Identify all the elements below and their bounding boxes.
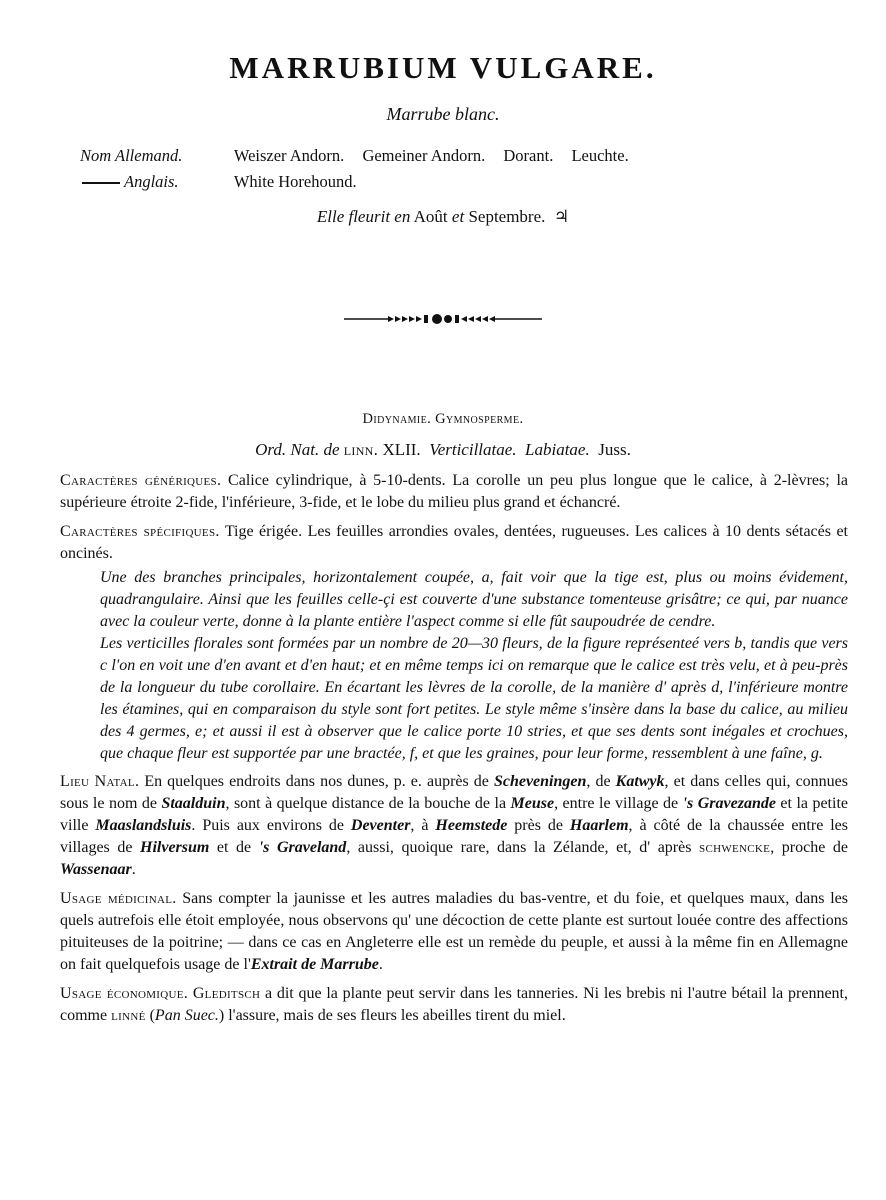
text-segment: près de bbox=[507, 817, 570, 834]
author-name: schwencke bbox=[699, 839, 771, 856]
specific-characters bbox=[60, 521, 848, 565]
text-segment: , à côté de la chaussée entre les villages de bbox=[60, 817, 849, 856]
german-names-row bbox=[80, 146, 643, 172]
german-name: Dorant. bbox=[503, 146, 554, 165]
perennial-symbol-icon: ♃ bbox=[553, 207, 570, 226]
text-segment: et la petite ville bbox=[60, 795, 848, 834]
text-segment: et de bbox=[209, 839, 259, 856]
section-text: Sans compter la jaunisse et les autres maladies du bas-ventre, et du foie, et quelques maux, dans les quels autrefois elle étoit employée, nous observons qu' une décoction de cette plante est surtout louée contre des affections pituiteuses de la poitrine; — dans ce cas en Angleterre elle est un remède du peuple, et aussi à la même fin en Allemagne on fait quelquefois usage de l' bbox=[60, 890, 848, 973]
text-segment: , de bbox=[586, 773, 616, 790]
english-label: Anglais. bbox=[124, 172, 179, 191]
place-name: Heemstede bbox=[435, 817, 508, 834]
section-text bbox=[60, 773, 848, 878]
german-label: Nom Allemand. bbox=[80, 146, 183, 165]
place-name: Hilversum bbox=[140, 839, 210, 856]
juss-abbrev: Juss. bbox=[598, 440, 631, 459]
section-end: . bbox=[378, 956, 383, 973]
author-name: Gleditsch bbox=[192, 985, 261, 1002]
flowering-month: Août bbox=[413, 207, 448, 226]
section-text: a dit que la plante peut servir dans les tanneries. Ni les brebis ni l'autre bétail la prennent, comme bbox=[60, 985, 848, 1024]
text-segment: . bbox=[131, 861, 136, 878]
place-name: Wassenaar bbox=[60, 861, 132, 878]
section-text: Tige érigée. Les feuilles arrondies ovales, dentées, rugueuses. Les calices à 10 dents sétacés et oncinés. bbox=[60, 523, 848, 562]
text-segment: , proche de bbox=[770, 839, 848, 856]
german-name: Weiszer Andorn. bbox=[233, 146, 345, 165]
page-title: MARRUBIUM VULGARE. bbox=[229, 50, 657, 85]
english-name: White Horehound. bbox=[233, 172, 357, 191]
place-name: Staalduin bbox=[161, 795, 226, 812]
economic-use: Usage économique. Gleditsch a dit que la plante peut servir dans les tanneries. Ni les brebis ni l'autre bétail la prennent, comme linné (Pan Suec.) l'assure, mais de ses fleurs les abeilles tirent du miel. bbox=[60, 985, 848, 1024]
linn-abbrev: linn. bbox=[343, 440, 379, 459]
place-name: 's Gravezande bbox=[682, 795, 776, 812]
common-names bbox=[80, 146, 643, 198]
family-name: Verticillatae. bbox=[429, 440, 517, 459]
medicinal-use bbox=[60, 888, 848, 976]
description-paragraph: Une des branches principales, horizontalement coupée, a, fait voir que la tige est, plus ou moins évidement, quadrangulaire. Ainsi que les feuilles celle-çi est couverte d'une substance tomenteuse grisâtre; ce qui, par nuance avec la couleur verte, donne à la plante entière l'aspect comme si elle fût saupoudrée de cendre. bbox=[100, 569, 848, 630]
english-names-row bbox=[80, 172, 643, 198]
section-label: Caractères spécifiques. bbox=[60, 523, 220, 540]
extract-name: Extrait de Marrube bbox=[250, 956, 379, 973]
place-name: 's Graveland bbox=[258, 839, 347, 856]
place-name: Meuse bbox=[510, 795, 555, 812]
botanical-description bbox=[100, 567, 848, 765]
ditto-dash bbox=[82, 182, 120, 184]
reference-title: Pan Suec. bbox=[154, 1007, 219, 1024]
text-segment: En quelques endroits dans nos dunes, p. e. auprès de bbox=[144, 773, 494, 790]
german-name: Gemeiner Andorn. bbox=[362, 146, 486, 165]
section-text: Calice cylindrique, à 5-10-dents. La corolle un peu plus longue que le calice, à 2-lèvres; la supérieure étroite 2-fide, l'inférieure, 3-fide, et le lobe du milieu plus grand et échancré. bbox=[60, 472, 849, 511]
text-segment: , aussi, quoique rare, dans la Zélande, et, d' après bbox=[346, 839, 700, 856]
section-label: Usage médicinal. bbox=[60, 890, 177, 907]
place-name: Deventer bbox=[350, 817, 411, 834]
place-name: Maaslandsluis bbox=[95, 817, 192, 834]
classification-line: Didynamie. Gymnosperme. bbox=[362, 411, 524, 427]
native-place bbox=[60, 771, 848, 881]
text-segment: , et dans celles qui, connues sous le nom de bbox=[60, 773, 849, 812]
english-label-cell bbox=[80, 172, 230, 192]
flowering-month: Septembre. bbox=[468, 207, 546, 226]
place-name: Katwyk bbox=[615, 773, 665, 790]
flowering-conj: et bbox=[451, 207, 465, 226]
decorative-rule-icon bbox=[344, 312, 542, 326]
ord-prefix: Ord. Nat. de bbox=[255, 440, 340, 459]
german-name: Leuchte. bbox=[571, 146, 629, 165]
flowering-text: Elle fleurit en bbox=[316, 207, 411, 226]
text-segment: , à bbox=[410, 817, 436, 834]
text-segment: , sont à quelque distance de la bouche de la bbox=[225, 795, 511, 812]
page-subtitle: Marrube blanc. bbox=[386, 104, 500, 124]
place-name: Scheveningen bbox=[493, 773, 587, 790]
section-label: Caractères génériques. bbox=[60, 472, 222, 489]
text-segment: , entre le village de bbox=[554, 795, 683, 812]
generic-characters bbox=[60, 470, 848, 514]
description-body bbox=[60, 470, 848, 1034]
author-name: linné bbox=[111, 1007, 146, 1024]
family-name: Labiatae. bbox=[525, 440, 590, 459]
ord-number: XLII. bbox=[382, 440, 421, 459]
text-segment: . Puis aux environs de bbox=[191, 817, 351, 834]
description-paragraph: Les verticilles florales sont formées par un nombre de 20—30 fleurs, de la figure représenteé vers b, tandis que vers c l'on en voit une d'en avant et d'en haut; et en même temps ici on remarque que le calice est très velu, et à peu-près de la longueur du tube corollaire. En écartant les lèvres de la corolle, de la manière d' après d, l'inférieure montre les étamines, qui en comparaison du style sont fort petites. Le style même s'insère dans la base du calice, au milieu des 4 germes, e; et aussi il est à observer que le calice porte 10 stries, et que ses dents sont inégales et crochues, que chaque fleur est supportée par une bractée, f, et que les graines, pour leur forme, ressemblent à une faîne, g. bbox=[100, 635, 848, 762]
place-name: Haarlem bbox=[569, 817, 629, 834]
section-label: Lieu Natal. bbox=[60, 773, 140, 790]
natural-order-line bbox=[0, 440, 886, 460]
flowering-line bbox=[0, 207, 886, 227]
section-text: l'assure, mais de ses fleurs les abeilles tirent du miel. bbox=[224, 1007, 566, 1024]
section-label: Usage économique. bbox=[60, 985, 189, 1002]
